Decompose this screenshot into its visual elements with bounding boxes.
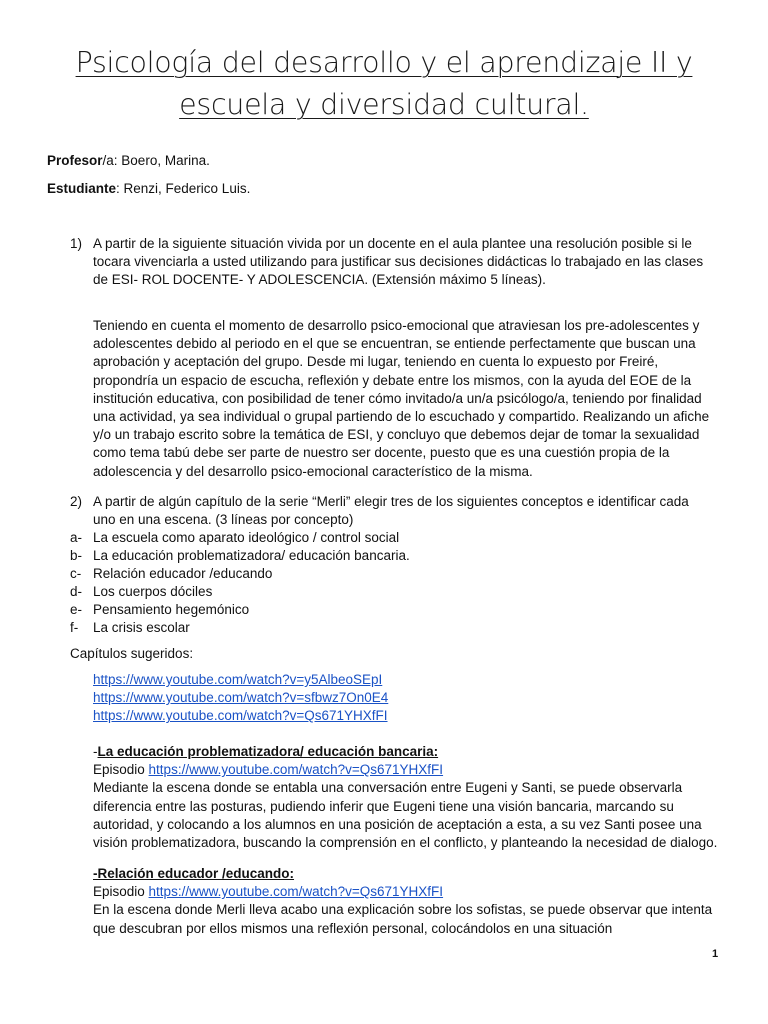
professor-name: : Boero, Marina.	[113, 153, 210, 168]
concept-item: e- Pensamiento hegemónico	[70, 602, 250, 617]
student-label: Estudiante	[47, 181, 117, 196]
concept-item: f- La crisis escolar	[70, 620, 190, 635]
concept-item: c- Relación educador /educando	[70, 566, 273, 581]
answer-relationship	[93, 865, 725, 938]
page-number: 1	[712, 948, 719, 960]
student-name: : Renzi, Federico Luis.	[116, 181, 251, 196]
title-line-2: escuela y diversidad cultural.	[179, 88, 589, 121]
question-2-line-1: A partir de algún capítulo de la serie “Merli” elegir tres de los siguientes conceptos e identificar cada	[93, 494, 689, 509]
chapter-link-2[interactable]: https://www.youtube.com/watch?v=sfbwz7On0E4	[93, 690, 389, 706]
title-line-1: Psicología del desarrollo y el aprendizaje II y	[75, 46, 693, 79]
professor-suffix: /a	[102, 153, 114, 168]
chapters-label: Capítulos sugeridos:	[70, 646, 194, 661]
concept-item: d- Los cuerpos dóciles	[70, 584, 213, 599]
episode-link[interactable]: https://www.youtube.com/watch?v=Qs671YHXfFI	[148, 884, 444, 900]
answer-relationship-episode: Episodio https://www.youtube.com/watch?v=Qs671YHXfFI	[93, 884, 444, 900]
question-2-line-2: uno en una escena. (3 líneas por concepto)	[93, 512, 354, 528]
question-1-number: 1)	[70, 236, 83, 251]
answer-relationship-text: En la escena donde Merli lleva acabo una explicación sobre los sofistas, se puede observar que intenta que descubran por ellos mismos una reflexión personal, colocándolos en una situación	[93, 902, 713, 936]
chapter-link-3[interactable]: https://www.youtube.com/watch?v=Qs671YHXfFI	[93, 708, 388, 724]
answer-education-heading: -La educación problematizadora/ educación bancaria:	[93, 744, 439, 759]
chapter-link-1[interactable]: https://www.youtube.com/watch?v=y5AlbeoSEpI	[93, 672, 383, 687]
question-1-answer: Teniendo en cuenta el momento de desarrollo psico-emocional que atraviesan los pre-adolescentes y adolescentes debido al periodo en el que se encuentran, se entiende perfectamente que buscan una aprobación y aceptación del grupo. Desde mi lugar, teniendo en cuenta lo expuesto por Freiré, propondría un espacio de escucha, reflexión y debate entre los mismos, con la ayuda del EOE de la institución educativa, con posibilidad de tener cómo invitado/a un/a psicólogo/a, teniendo por finalidad una actividad, ya sea individual o grupal partiendo de lo escuchado y compartido. Realizando un afiche y/o un trabajo escrito sobre la temática de ESI, y concluyo que debemos dejar de tomar la sexualidad como tema tabú debe ser parte de nuestro ser docente, puesto que es una cuestión propia de la adolescencia y del desarrollo psico-emocional característico de la misma.	[93, 318, 710, 479]
question-2-number: 2)	[70, 494, 83, 509]
question-2-text	[93, 493, 733, 529]
concept-item: a- La escuela como aparato ideológico / control social	[70, 530, 400, 545]
answer-education	[93, 743, 725, 852]
question-1-text: A partir de la siguiente situación vivida por un docente en el aula plantee una resolución posible si le tocara vivenciarla a usted utilizando para justificar sus decisiones didácticas lo trabajado en las clases de ESI- ROL DOCENTE- Y ADOLESCENCIA. (Extensión máximo 5 líneas).	[93, 236, 704, 288]
episode-link[interactable]: https://www.youtube.com/watch?v=Qs671YHXfFI	[148, 762, 444, 778]
answer-education-text: Mediante la escena donde se entabla una conversación entre Eugeni y Santi, se puede observarla diferencia entre las posturas, pudiendo inferir que Eugeni tiene una visión bancaria, marcando su autoridad, y colocando a los alumnos en una posición de aceptación a esta, a su vez Santi posee una visión problematizadora, buscando la comprensión en el conflicto, y planteando la necesidad de dialogo.	[93, 780, 718, 851]
answer-relationship-heading: -Relación educador /educando:	[93, 866, 295, 881]
student-line	[47, 181, 250, 196]
concept-item: b- La educación problematizadora/ educación bancaria.	[70, 548, 410, 563]
chapter-links	[93, 671, 388, 726]
professor-line	[47, 153, 210, 168]
document-title	[40, 42, 728, 126]
professor-label: Profesor	[47, 153, 103, 168]
answer-education-episode: Episodio https://www.youtube.com/watch?v=Qs671YHXfFI	[93, 762, 444, 778]
